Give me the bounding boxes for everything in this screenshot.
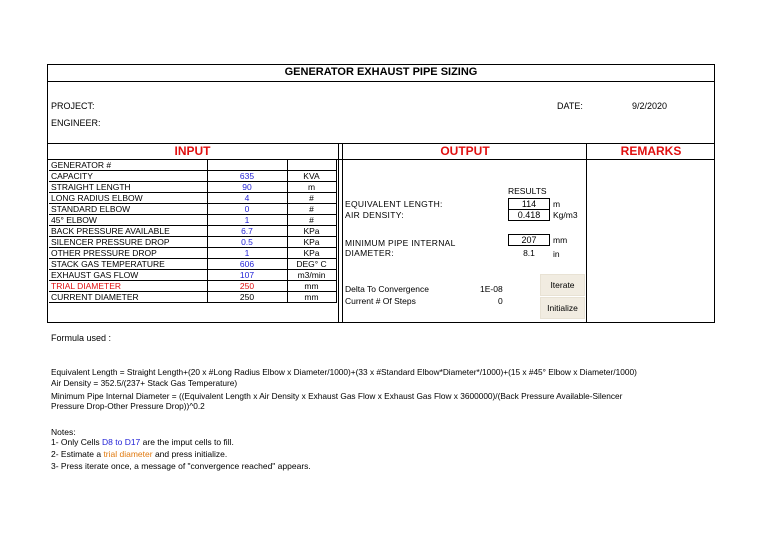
output-section-header: OUTPUT [440, 144, 490, 158]
results-label: RESULTS [508, 186, 547, 196]
input-unit: mm [287, 281, 336, 292]
input-row-capacity [49, 171, 336, 182]
input-row-standard-elbow [49, 204, 336, 215]
input-label: STRAIGHT LENGTH [49, 182, 207, 193]
min-pipe-mm-unit: mm [553, 235, 568, 245]
input-label: EXHAUST GAS FLOW [49, 270, 207, 281]
formula-equivalent-length: Equivalent Length = Straight Length+(20 x #Long Radius Elbow x Diameter/1000)+(33 x #Standard Elbow*Diameter*/1000)+(15 x #45° Elbow x Diameter/1000) [51, 367, 637, 377]
formula-heading: Formula used : [51, 333, 112, 343]
input-label: LONG RADIUS ELBOW [49, 193, 207, 204]
input-label: TRIAL DIAMETER [49, 281, 207, 292]
input-label: OTHER PRESSURE DROP [49, 248, 207, 259]
input-unit: KPa [287, 248, 336, 259]
input-row-current-diameter [49, 292, 336, 303]
input-unit: KPa [287, 237, 336, 248]
input-row-back-pressure [49, 226, 336, 237]
project-label: PROJECT: [51, 101, 95, 111]
input-row-long-radius-elbow [49, 193, 336, 204]
input-label: SILENCER PRESSURE DROP [49, 237, 207, 248]
notes-heading: Notes: [51, 427, 76, 437]
note-2-pre: 2- Estimate a [51, 449, 104, 459]
note-2-post: and press initialize. [152, 449, 228, 459]
note-1 [51, 437, 234, 447]
page-title: GENERATOR EXHAUST PIPE SIZING [284, 66, 478, 78]
equivalent-length-unit: m [553, 199, 561, 209]
input-unit: m3/min [287, 270, 336, 281]
min-pipe-in-value: 8.1 [523, 248, 535, 258]
input-row-silencer-pressure-drop [49, 237, 336, 248]
input-unit: KPa [287, 226, 336, 237]
input-unit: # [287, 215, 336, 226]
input-row-straight-length [49, 182, 336, 193]
date-value: 9/2/2020 [632, 101, 668, 111]
min-pipe-label-line2: DIAMETER: [345, 248, 394, 258]
input-row-other-pressure-drop [49, 248, 336, 259]
input-label: CAPACITY [49, 171, 207, 182]
input-value[interactable]: 635 [207, 171, 287, 182]
input-label: STANDARD ELBOW [49, 204, 207, 215]
note-1-post: are the imput cells to fill. [140, 437, 234, 447]
input-table [49, 160, 337, 303]
input-label: CURRENT DIAMETER [49, 292, 207, 303]
input-value[interactable]: 6.7 [207, 226, 287, 237]
input-row-trial-diameter [49, 281, 336, 292]
min-pipe-in-unit: in [553, 249, 560, 259]
input-value[interactable]: 90 [207, 182, 287, 193]
input-unit: # [287, 204, 336, 215]
input-unit: DEG° C [287, 259, 336, 270]
input-output-separator-a [338, 143, 339, 323]
min-pipe-label-line1: MINIMUM PIPE INTERNAL [345, 238, 456, 248]
equivalent-length-value: 114 [508, 198, 550, 210]
input-value[interactable]: 250 [207, 281, 287, 292]
air-density-value: 0.418 [508, 209, 550, 221]
delta-label: Delta To Convergence [345, 284, 429, 294]
input-row-stack-gas-temperature [49, 259, 336, 270]
min-pipe-mm-value: 207 [508, 234, 550, 246]
input-row-45-elbow [49, 215, 336, 226]
input-value[interactable]: 1 [207, 215, 287, 226]
iterate-button[interactable]: Iterate [540, 274, 585, 296]
steps-value: 0 [498, 296, 503, 306]
input-unit: m [287, 182, 336, 193]
title-divider [47, 81, 715, 82]
air-density-unit: Kg/m3 [553, 210, 578, 220]
input-unit: mm [287, 292, 336, 303]
input-value[interactable] [207, 160, 287, 171]
remarks-section-header: REMARKS [620, 144, 682, 158]
engineer-label: ENGINEER: [51, 118, 101, 128]
input-row-exhaust-gas-flow [49, 270, 336, 281]
delta-value: 1E-08 [480, 284, 503, 294]
note-2 [51, 449, 227, 459]
input-label: STACK GAS TEMPERATURE [49, 259, 207, 270]
input-label: BACK PRESSURE AVAILABLE [49, 226, 207, 237]
equivalent-length-label: EQUIVALENT LENGTH: [345, 199, 443, 209]
input-section-header: INPUT [174, 144, 211, 158]
input-value: 250 [207, 292, 287, 303]
input-label: 45° ELBOW [49, 215, 207, 226]
input-value[interactable]: 0 [207, 204, 287, 215]
date-label: DATE: [557, 101, 583, 111]
formula-min-diameter-line2: Pressure Drop-Other Pressure Drop))^0.2 [51, 401, 205, 411]
input-output-separator-b [342, 143, 343, 323]
input-unit: KVA [287, 171, 336, 182]
formula-air-density: Air Density = 352.5/(237+ Stack Gas Temperature) [51, 378, 238, 388]
input-value[interactable]: 107 [207, 270, 287, 281]
input-label: GENERATOR # [49, 160, 207, 171]
note-1-pre: 1- Only Cells [51, 437, 103, 447]
input-value[interactable]: 0.5 [207, 237, 287, 248]
steps-label: Current # Of Steps [345, 296, 416, 306]
input-unit: # [287, 193, 336, 204]
input-unit [287, 160, 336, 171]
input-row-generator [49, 160, 336, 171]
input-value[interactable]: 1 [207, 248, 287, 259]
air-density-label: AIR DENSITY: [345, 210, 404, 220]
note-2-highlight: trial diameter [103, 449, 153, 459]
formula-min-diameter-line1: Minimum Pipe Internal Diameter = ((Equivalent Length x Air Density x Exhaust Gas Flow x Exhaust Gas Flow x 3600000)/(Back Pressure Available-Silencer [51, 391, 623, 401]
initialize-button[interactable]: Initialize [540, 297, 585, 319]
note-1-highlight: D8 to D17 [102, 437, 141, 447]
input-value[interactable]: 4 [207, 193, 287, 204]
input-value[interactable]: 606 [207, 259, 287, 270]
note-3: 3- Press iterate once, a message of "convergence reached" appears. [51, 461, 311, 471]
output-remarks-separator [586, 143, 587, 323]
